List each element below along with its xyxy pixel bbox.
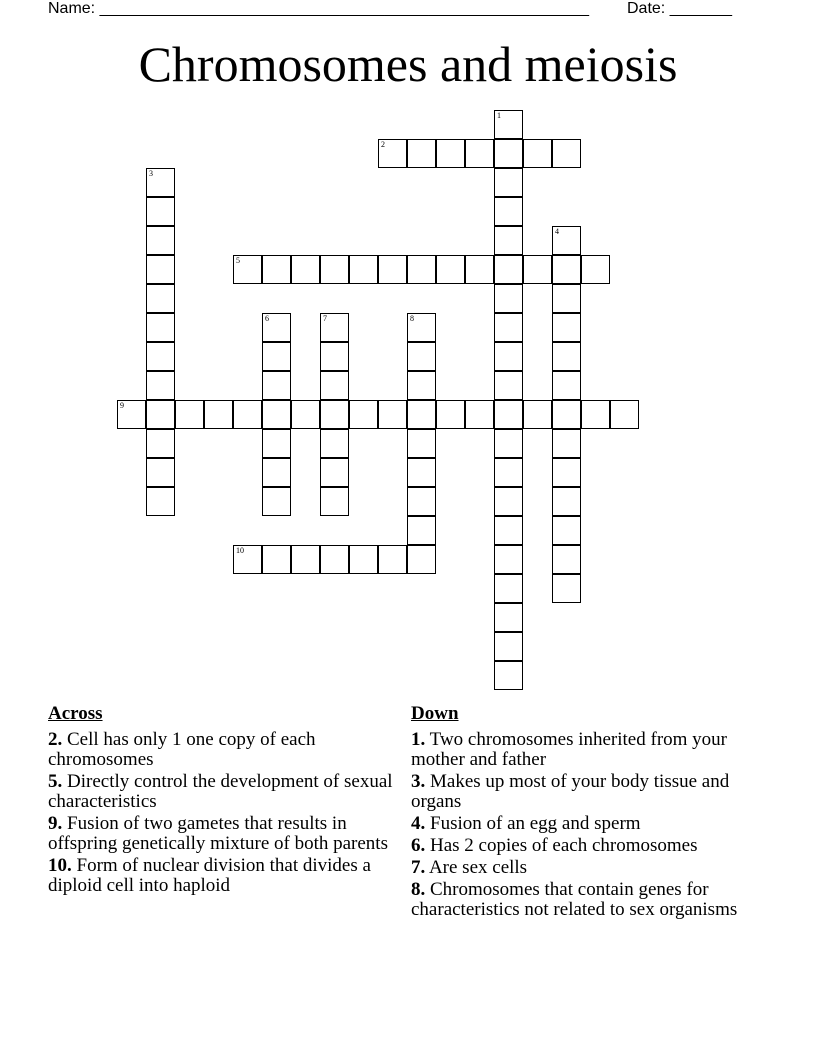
crossword-cell[interactable]	[320, 342, 349, 371]
date-field-label: Date: _______	[627, 0, 732, 17]
crossword-cell[interactable]	[552, 313, 581, 342]
crossword-cell[interactable]	[494, 371, 523, 400]
crossword-cell[interactable]	[436, 255, 465, 284]
crossword-cell[interactable]	[494, 429, 523, 458]
crossword-cell[interactable]	[407, 255, 436, 284]
crossword-cell[interactable]	[407, 429, 436, 458]
clue-text: Are sex cells	[428, 857, 528, 878]
crossword-cell[interactable]	[523, 139, 552, 168]
crossword-cell[interactable]	[291, 545, 320, 574]
clue-number-label: 1	[497, 111, 501, 120]
crossword-cell[interactable]	[494, 545, 523, 574]
crossword-cell[interactable]	[523, 400, 552, 429]
crossword-cell[interactable]	[291, 255, 320, 284]
crossword-cell[interactable]	[146, 313, 175, 342]
crossword-cell[interactable]	[407, 342, 436, 371]
crossword-cell[interactable]	[494, 458, 523, 487]
crossword-cell[interactable]	[262, 458, 291, 487]
crossword-cell[interactable]	[146, 400, 175, 429]
name-field-label: Name: _______________________________________________________	[48, 0, 589, 17]
crossword-cell[interactable]	[610, 400, 639, 429]
clue-text: Makes up most of your body tissue and organs	[411, 771, 730, 812]
clue-number-label: 6	[265, 314, 269, 323]
crossword-cell[interactable]	[349, 255, 378, 284]
crossword-cell[interactable]	[552, 342, 581, 371]
crossword-cell[interactable]	[233, 400, 262, 429]
crossword-cell[interactable]	[407, 458, 436, 487]
clue-number-label: 10	[236, 546, 244, 555]
crossword-cell[interactable]	[494, 661, 523, 690]
clue-number: 4.	[411, 813, 426, 834]
across-heading: Across	[48, 703, 103, 724]
crossword-cell[interactable]	[262, 545, 291, 574]
crossword-cell[interactable]	[320, 429, 349, 458]
across-clue	[48, 772, 393, 812]
clue-text: Directly control the development of sexual characteristics	[48, 771, 393, 812]
crossword-cell[interactable]	[581, 255, 610, 284]
crossword-cell[interactable]	[494, 400, 523, 429]
crossword-cell[interactable]	[262, 342, 291, 371]
crossword-cell[interactable]	[378, 139, 407, 168]
page-title: Chromosomes and meiosis	[138, 36, 678, 92]
crossword-cell[interactable]	[378, 545, 407, 574]
crossword-cell[interactable]	[407, 487, 436, 516]
crossword-cell[interactable]	[233, 255, 262, 284]
crossword-cell[interactable]	[552, 255, 581, 284]
crossword-cell[interactable]	[465, 400, 494, 429]
crossword-cell[interactable]	[552, 226, 581, 255]
crossword-cell[interactable]	[291, 400, 320, 429]
crossword-cell[interactable]	[146, 197, 175, 226]
crossword-cell[interactable]	[494, 284, 523, 313]
crossword-cell[interactable]	[320, 458, 349, 487]
across-clue	[48, 730, 393, 770]
crossword-cell[interactable]	[262, 371, 291, 400]
down-clue	[411, 730, 771, 770]
crossword-cell[interactable]	[117, 400, 146, 429]
crossword-cell[interactable]	[552, 400, 581, 429]
clue-number: 8.	[411, 879, 426, 900]
crossword-cell[interactable]	[552, 284, 581, 313]
crossword-cell[interactable]	[494, 487, 523, 516]
clue-number: 7.	[411, 857, 426, 878]
crossword-cell[interactable]	[494, 342, 523, 371]
crossword-cell[interactable]	[175, 400, 204, 429]
crossword-cell[interactable]	[494, 632, 523, 661]
clue-number-label: 4	[555, 227, 559, 236]
crossword-cell[interactable]	[378, 255, 407, 284]
clue-text: Chromosomes that contain genes for characteristics not related to sex organisms	[411, 879, 738, 920]
across-clue	[48, 814, 393, 854]
crossword-cell[interactable]	[146, 429, 175, 458]
crossword-cell[interactable]	[349, 400, 378, 429]
crossword-cell[interactable]	[552, 429, 581, 458]
crossword-cell[interactable]	[233, 545, 262, 574]
crossword-cell[interactable]	[262, 400, 291, 429]
crossword-cell[interactable]	[320, 255, 349, 284]
clue-number: 9.	[48, 813, 63, 834]
crossword-cell[interactable]	[581, 400, 610, 429]
crossword-cell[interactable]	[146, 458, 175, 487]
crossword-cell[interactable]	[407, 313, 436, 342]
crossword-cell[interactable]	[494, 516, 523, 545]
clue-number-label: 5	[236, 256, 240, 265]
crossword-cell[interactable]	[204, 400, 233, 429]
clue-text: Fusion of an egg and sperm	[430, 813, 641, 834]
crossword-cell[interactable]	[407, 139, 436, 168]
clue-number-label: 3	[149, 169, 153, 178]
crossword-cell[interactable]	[552, 139, 581, 168]
down-clue	[411, 772, 771, 812]
crossword-cell[interactable]	[320, 400, 349, 429]
crossword-cell[interactable]	[262, 313, 291, 342]
crossword-cell[interactable]	[494, 226, 523, 255]
crossword-cell[interactable]	[407, 400, 436, 429]
crossword-cell[interactable]	[523, 255, 552, 284]
crossword-cell[interactable]	[320, 371, 349, 400]
crossword-cell[interactable]	[552, 487, 581, 516]
clue-number: 10.	[48, 855, 72, 876]
crossword-cell[interactable]	[349, 545, 378, 574]
crossword-cell[interactable]	[436, 139, 465, 168]
crossword-cell[interactable]	[407, 371, 436, 400]
down-clues	[411, 702, 771, 922]
crossword-cell[interactable]	[494, 197, 523, 226]
clue-number: 5.	[48, 771, 63, 792]
down-clue	[411, 858, 771, 878]
clue-number-label: 2	[381, 140, 385, 149]
crossword-cell[interactable]	[146, 487, 175, 516]
clue-number-label: 7	[323, 314, 327, 323]
crossword-cell[interactable]	[494, 110, 523, 139]
down-clue	[411, 814, 771, 834]
clue-number-label: 9	[120, 401, 124, 410]
clue-text: Form of nuclear division that divides a diploid cell into haploid	[48, 855, 371, 896]
crossword-cell[interactable]	[320, 313, 349, 342]
crossword-cell[interactable]	[494, 168, 523, 197]
down-clue	[411, 880, 771, 920]
crossword-cell[interactable]	[407, 516, 436, 545]
crossword-cell[interactable]	[494, 603, 523, 632]
crossword-cell[interactable]	[552, 545, 581, 574]
crossword-cell[interactable]	[146, 342, 175, 371]
down-clue	[411, 836, 771, 856]
crossword-cell[interactable]	[494, 574, 523, 603]
crossword-cell[interactable]	[465, 255, 494, 284]
crossword-cell[interactable]	[146, 284, 175, 313]
across-clue	[48, 856, 393, 896]
clue-number: 3.	[411, 771, 426, 792]
crossword-cell[interactable]	[552, 371, 581, 400]
crossword-cell[interactable]	[378, 400, 407, 429]
clue-number: 2.	[48, 729, 63, 750]
crossword-cell[interactable]	[320, 487, 349, 516]
crossword-cell[interactable]	[262, 255, 291, 284]
crossword-cell[interactable]	[552, 516, 581, 545]
clue-number: 1.	[411, 729, 426, 750]
clue-text: Cell has only 1 one copy of each chromosomes	[48, 729, 316, 770]
down-heading: Down	[411, 703, 459, 724]
crossword-cell[interactable]	[262, 429, 291, 458]
crossword-cell[interactable]	[465, 139, 494, 168]
crossword-cell[interactable]	[146, 255, 175, 284]
crossword-cell[interactable]	[146, 168, 175, 197]
crossword-cell[interactable]	[494, 139, 523, 168]
across-clues	[48, 702, 393, 898]
clue-number: 6.	[411, 835, 426, 856]
crossword-cell[interactable]	[320, 545, 349, 574]
clue-text: Two chromosomes inherited from your mother and father	[411, 729, 728, 770]
clue-text: Fusion of two gametes that results in offspring genetically mixture of both parents	[48, 813, 388, 854]
crossword-cell[interactable]	[552, 458, 581, 487]
clue-text: Has 2 copies of each chromosomes	[430, 835, 698, 856]
crossword-cell[interactable]	[262, 487, 291, 516]
crossword-cell[interactable]	[407, 545, 436, 574]
crossword-cell[interactable]	[146, 226, 175, 255]
crossword-cell[interactable]	[494, 313, 523, 342]
clue-number-label: 8	[410, 314, 414, 323]
crossword-cell[interactable]	[146, 371, 175, 400]
crossword-cell[interactable]	[494, 255, 523, 284]
crossword-cell[interactable]	[552, 574, 581, 603]
crossword-cell[interactable]	[436, 400, 465, 429]
